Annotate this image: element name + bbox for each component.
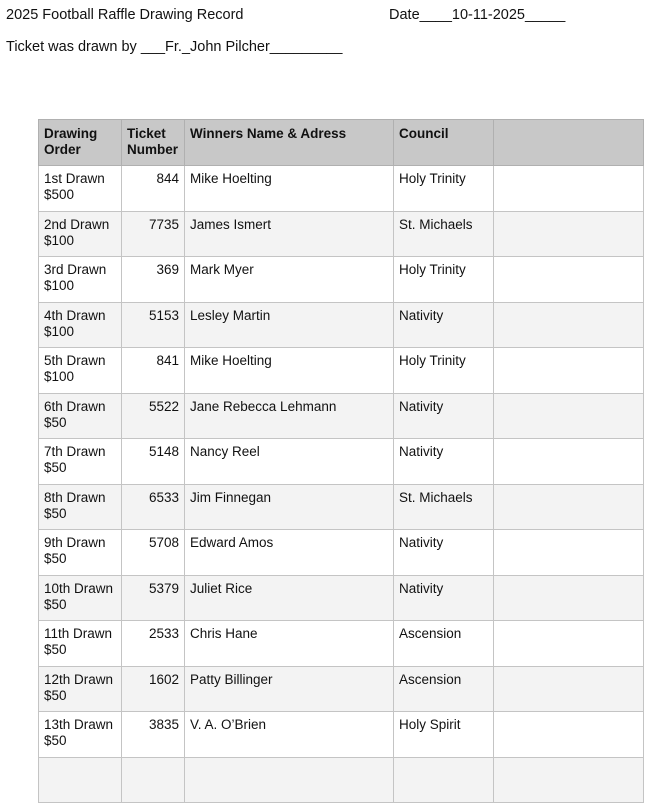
drawing-order: 9th Drawn	[44, 535, 106, 550]
table-body	[39, 166, 644, 803]
prize-amount: $50	[44, 414, 67, 430]
council: Holy Trinity	[394, 348, 494, 394]
drawing-order: 7th Drawn	[44, 444, 106, 459]
table-row	[39, 712, 644, 758]
drawing-order: 13th Drawn	[44, 717, 114, 732]
header-drawing-order	[39, 120, 122, 166]
council: Nativity	[394, 575, 494, 621]
extra-cell	[494, 757, 644, 803]
table-row	[39, 757, 644, 803]
table-row	[39, 302, 644, 348]
drawing-order-cell	[39, 439, 122, 485]
drawing-order: 11th Drawn	[44, 626, 113, 641]
ticket-number: 2533	[122, 621, 185, 667]
table-header-row	[39, 120, 644, 166]
drawing-order-cell	[39, 302, 122, 348]
extra-cell	[494, 302, 644, 348]
drawing-order: 8th Drawn	[44, 489, 106, 505]
prize-amount: $50	[44, 551, 67, 566]
extra-cell	[494, 393, 644, 439]
drawing-order-cell	[39, 166, 122, 212]
prize-amount: $50	[44, 642, 67, 657]
extra-cell	[494, 621, 644, 667]
drawing-order-cell	[39, 621, 122, 667]
header-council: Council	[394, 120, 494, 166]
winner-name: Jane Rebecca Lehmann	[185, 393, 394, 439]
ticket-number: 7735	[122, 211, 185, 257]
table-row	[39, 484, 644, 530]
council: Nativity	[394, 393, 494, 439]
winner-name: V. A. O’Brien	[185, 712, 394, 758]
table-row	[39, 166, 644, 212]
extra-cell	[494, 575, 644, 621]
header-ticket-number-line1: Ticket	[127, 126, 166, 141]
header-drawing-order-line1: Drawing	[44, 126, 98, 141]
extra-cell	[494, 712, 644, 758]
drawing-order: 4th Drawn	[44, 307, 106, 323]
drawing-order: 10th Drawn	[44, 580, 114, 596]
council: St. Michaels	[394, 484, 494, 530]
winner-name: Juliet Rice	[185, 575, 394, 621]
extra-cell	[494, 166, 644, 212]
extra-cell	[494, 530, 644, 576]
winner-name	[185, 757, 394, 803]
ticket-number: 369	[122, 257, 185, 303]
prize-amount: $100	[44, 369, 75, 384]
council: Holy Spirit	[394, 712, 494, 758]
winner-name: Mike Hoelting	[185, 348, 394, 394]
table-row	[39, 211, 644, 257]
winner-name: James Ismert	[185, 211, 394, 257]
winner-name: Nancy Reel	[185, 439, 394, 485]
ticket-number: 5522	[122, 393, 185, 439]
extra-cell	[494, 211, 644, 257]
winner-name: Jim Finnegan	[185, 484, 394, 530]
ticket-number: 6533	[122, 484, 185, 530]
winner-name: Mike Hoelting	[185, 166, 394, 212]
winner-name: Mark Myer	[185, 257, 394, 303]
drawing-order: 3rd Drawn	[44, 262, 107, 277]
drawing-order-cell	[39, 575, 122, 621]
drawing-order-cell	[39, 530, 122, 576]
drawing-order: 1st Drawn	[44, 171, 105, 186]
prize-amount: $50	[44, 733, 67, 748]
prize-amount: $100	[44, 278, 75, 293]
extra-cell	[494, 257, 644, 303]
winner-name: Patty Billinger	[185, 666, 394, 712]
ticket-number: 5379	[122, 575, 185, 621]
extra-cell	[494, 666, 644, 712]
table-row	[39, 257, 644, 303]
table-row	[39, 393, 644, 439]
header-drawing-order-line2: Order	[44, 142, 81, 157]
table-row	[39, 621, 644, 667]
drawing-order-cell	[39, 666, 122, 712]
header-winner-name: Winners Name & Adress	[185, 120, 394, 166]
ticket-number: 3835	[122, 712, 185, 758]
ticket-number: 5153	[122, 302, 185, 348]
council: Nativity	[394, 530, 494, 576]
drawing-order-cell	[39, 393, 122, 439]
extra-cell	[494, 484, 644, 530]
prize-amount: $50	[44, 505, 67, 521]
header-extra	[494, 120, 644, 166]
council: St. Michaels	[394, 211, 494, 257]
prize-amount: $100	[44, 323, 75, 339]
drawing-order: 12th Drawn	[44, 671, 114, 687]
drawing-order: 5th Drawn	[44, 353, 106, 368]
drawing-order-cell	[39, 257, 122, 303]
header-ticket-number	[122, 120, 185, 166]
council: Ascension	[394, 666, 494, 712]
header-line	[6, 7, 606, 27]
drawing-order-cell	[39, 712, 122, 758]
table-row	[39, 439, 644, 485]
extra-cell	[494, 439, 644, 485]
table-row	[39, 666, 644, 712]
drawing-order-cell	[39, 484, 122, 530]
table-row	[39, 575, 644, 621]
council: Holy Trinity	[394, 257, 494, 303]
header-ticket-number-line2: Number	[127, 142, 179, 157]
council: Nativity	[394, 439, 494, 485]
ticket-number: 5148	[122, 439, 185, 485]
council: Ascension	[394, 621, 494, 667]
ticket-number: 844	[122, 166, 185, 212]
council: Nativity	[394, 302, 494, 348]
extra-cell	[494, 348, 644, 394]
table-row	[39, 530, 644, 576]
winner-name: Lesley Martin	[185, 302, 394, 348]
raffle-results-table	[38, 119, 644, 803]
table-row	[39, 348, 644, 394]
prize-amount: $50	[44, 596, 67, 612]
council: Holy Trinity	[394, 166, 494, 212]
ticket-number: 841	[122, 348, 185, 394]
ticket-number: 5708	[122, 530, 185, 576]
drawn-by-line: Ticket was drawn by ___Fr._John Pilcher_________	[6, 39, 343, 55]
drawing-order-cell	[39, 757, 122, 803]
prize-amount: $100	[44, 232, 75, 248]
date-line: Date____10-11-2025_____	[389, 7, 566, 23]
winner-name: Edward Amos	[185, 530, 394, 576]
drawing-order-cell	[39, 211, 122, 257]
ticket-number: 1602	[122, 666, 185, 712]
prize-amount: $500	[44, 187, 75, 202]
council	[394, 757, 494, 803]
prize-amount: $50	[44, 687, 67, 703]
ticket-number	[122, 757, 185, 803]
winner-name: Chris Hane	[185, 621, 394, 667]
drawing-order: 2nd Drawn	[44, 216, 110, 232]
document-title: 2025 Football Raffle Drawing Record	[6, 7, 244, 23]
prize-amount: $50	[44, 460, 67, 475]
drawing-order: 6th Drawn	[44, 398, 106, 414]
drawing-order-cell	[39, 348, 122, 394]
